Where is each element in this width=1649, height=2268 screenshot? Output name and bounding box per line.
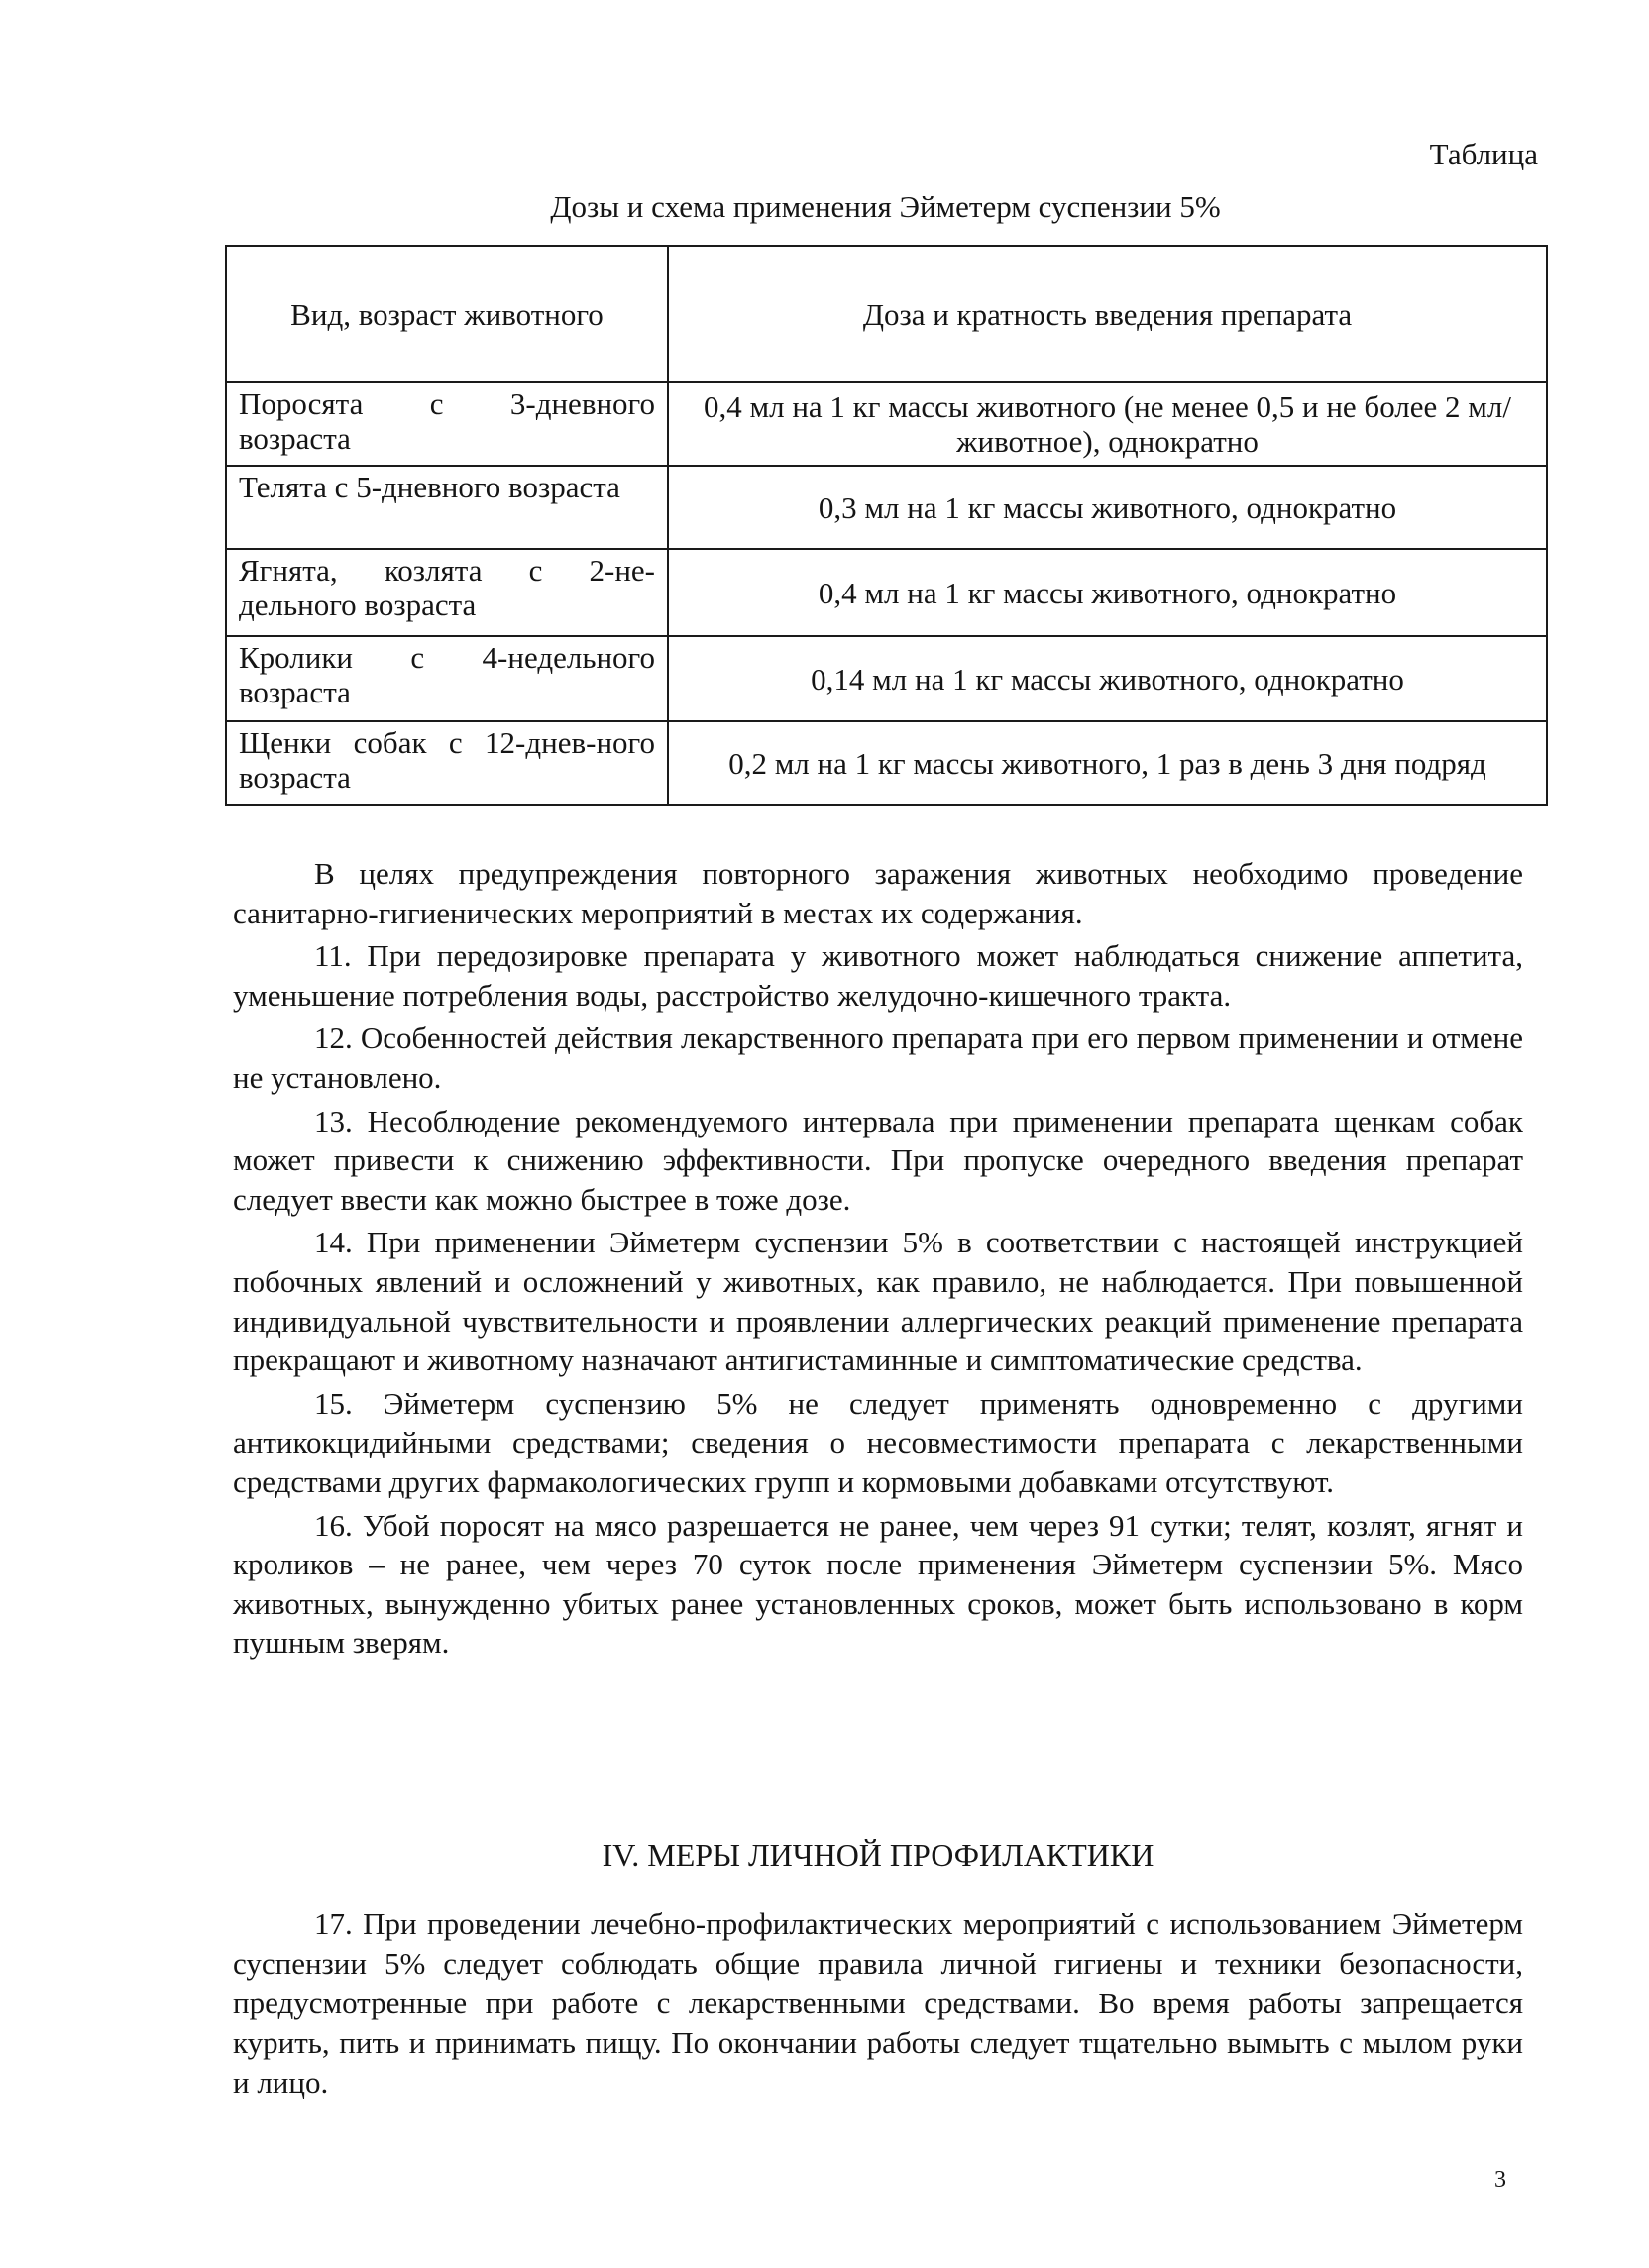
paragraph-16-slaughter: 16. Убой поросят на мясо разрешается не ранее, чем через 91 сутки; телят, козлят, ягнят и кроликов – не ранее, чем через 70 суток после применения Эйметерм суспензии 5%. Мясо животных, вынужденно убитых ранее установленных сроков, может быть использовано в корм пушным зверям.	[233, 1507, 1523, 1661]
table-row	[226, 466, 1547, 549]
animal-cell: Ягнята, козлята с 2-не-дельного возраста	[226, 549, 668, 636]
paragraph-11-overdose: 11. При передозировке препарата у животного может наблюдаться снижение аппетита, уменьшение потребления воды, расстройство желудочно-кишечного тракта.	[233, 938, 1523, 1013]
table-label: Таблица	[1429, 137, 1538, 171]
column-header-animal: Вид, возраст животного	[226, 246, 668, 382]
section-heading: IV. МЕРЫ ЛИЧНОЙ ПРОФИЛАКТИКИ	[602, 1837, 1154, 1873]
dose-cell: 0,14 мл на 1 кг массы животного, однократно	[668, 636, 1547, 721]
table-row	[226, 636, 1547, 721]
table-row	[226, 721, 1547, 805]
animal-cell: Поросята с 3-дневного возраста	[226, 382, 668, 466]
dose-cell: 0,4 мл на 1 кг массы животного, однократно	[668, 549, 1547, 636]
column-header-dose: Доза и кратность введения препарата	[668, 246, 1547, 382]
paragraph-12-first-use: 12. Особенностей действия лекарственного препарата при его первом применении и отмене не установлено.	[233, 1021, 1523, 1095]
paragraph-14-side-effects: 14. При применении Эйметерм суспензии 5% в соответствии с настоящей инструкцией побочных явлений и осложнений у животных, как правило, не наблюдается. При повышенной индивидуальной чувствительности и проявлении аллергических реакций применение препарата прекращают и животному назначают антигистаминные и симптоматические средства.	[233, 1225, 1523, 1378]
table-title: Дозы и схема применения Эйметерм суспензии 5%	[550, 189, 1221, 224]
paragraph-17-personal-protection: 17. При проведении лечебно-профилактических мероприятий с использованием Эйметерм суспензии 5% следует соблюдать общие правила личной гигиены и техники безопасности, предусмотренные при работе с лекарственными средствами. Во время работы запрещается курить, пить и принимать пищу. По окончании работы следует тщательно вымыть с мылом руки и лицо.	[233, 1906, 1523, 2100]
paragraph-15-compatibility: 15. Эйметерм суспензию 5% не следует применять одновременно с другими антикокцидийными средствами; сведения о несовместимости препарата с лекарственными средствами других фармакологических групп и кормовыми добавками отсутствуют.	[233, 1385, 1523, 1499]
table-row	[226, 549, 1547, 636]
table-row	[226, 382, 1547, 466]
paragraph-13-interval: 13. Несоблюдение рекомендуемого интервала при применении препарата щенкам собак может привести к снижению эффективности. При пропуске очередного введения препарат следует ввести как можно быстрее в тоже дозе.	[233, 1103, 1523, 1217]
paragraph-reinfection: В целях предупреждения повторного заражения животных необходимо проведение санитарно-гигиенических мероприятий в местах их содержания.	[233, 856, 1523, 930]
animal-cell: Кролики с 4-недельного возраста	[226, 636, 668, 721]
dose-cell: 0,2 мл на 1 кг массы животного, 1 раз в день 3 дня подряд	[668, 721, 1547, 805]
animal-cell: Щенки собак с 12-днев-ного возраста	[226, 721, 668, 805]
body-text	[233, 854, 1523, 1667]
dose-cell: 0,4 мл на 1 кг массы животного (не менее 0,5 и не более 2 мл/ животное), однократно	[668, 382, 1547, 466]
section-body	[233, 1904, 1523, 2103]
table-header-row	[226, 246, 1547, 382]
dosage-table	[225, 245, 1548, 806]
page-number: 3	[1494, 2167, 1506, 2193]
animal-cell: Телята с 5-дневного возраста	[226, 466, 668, 549]
dose-cell: 0,3 мл на 1 кг массы животного, однократно	[668, 466, 1547, 549]
